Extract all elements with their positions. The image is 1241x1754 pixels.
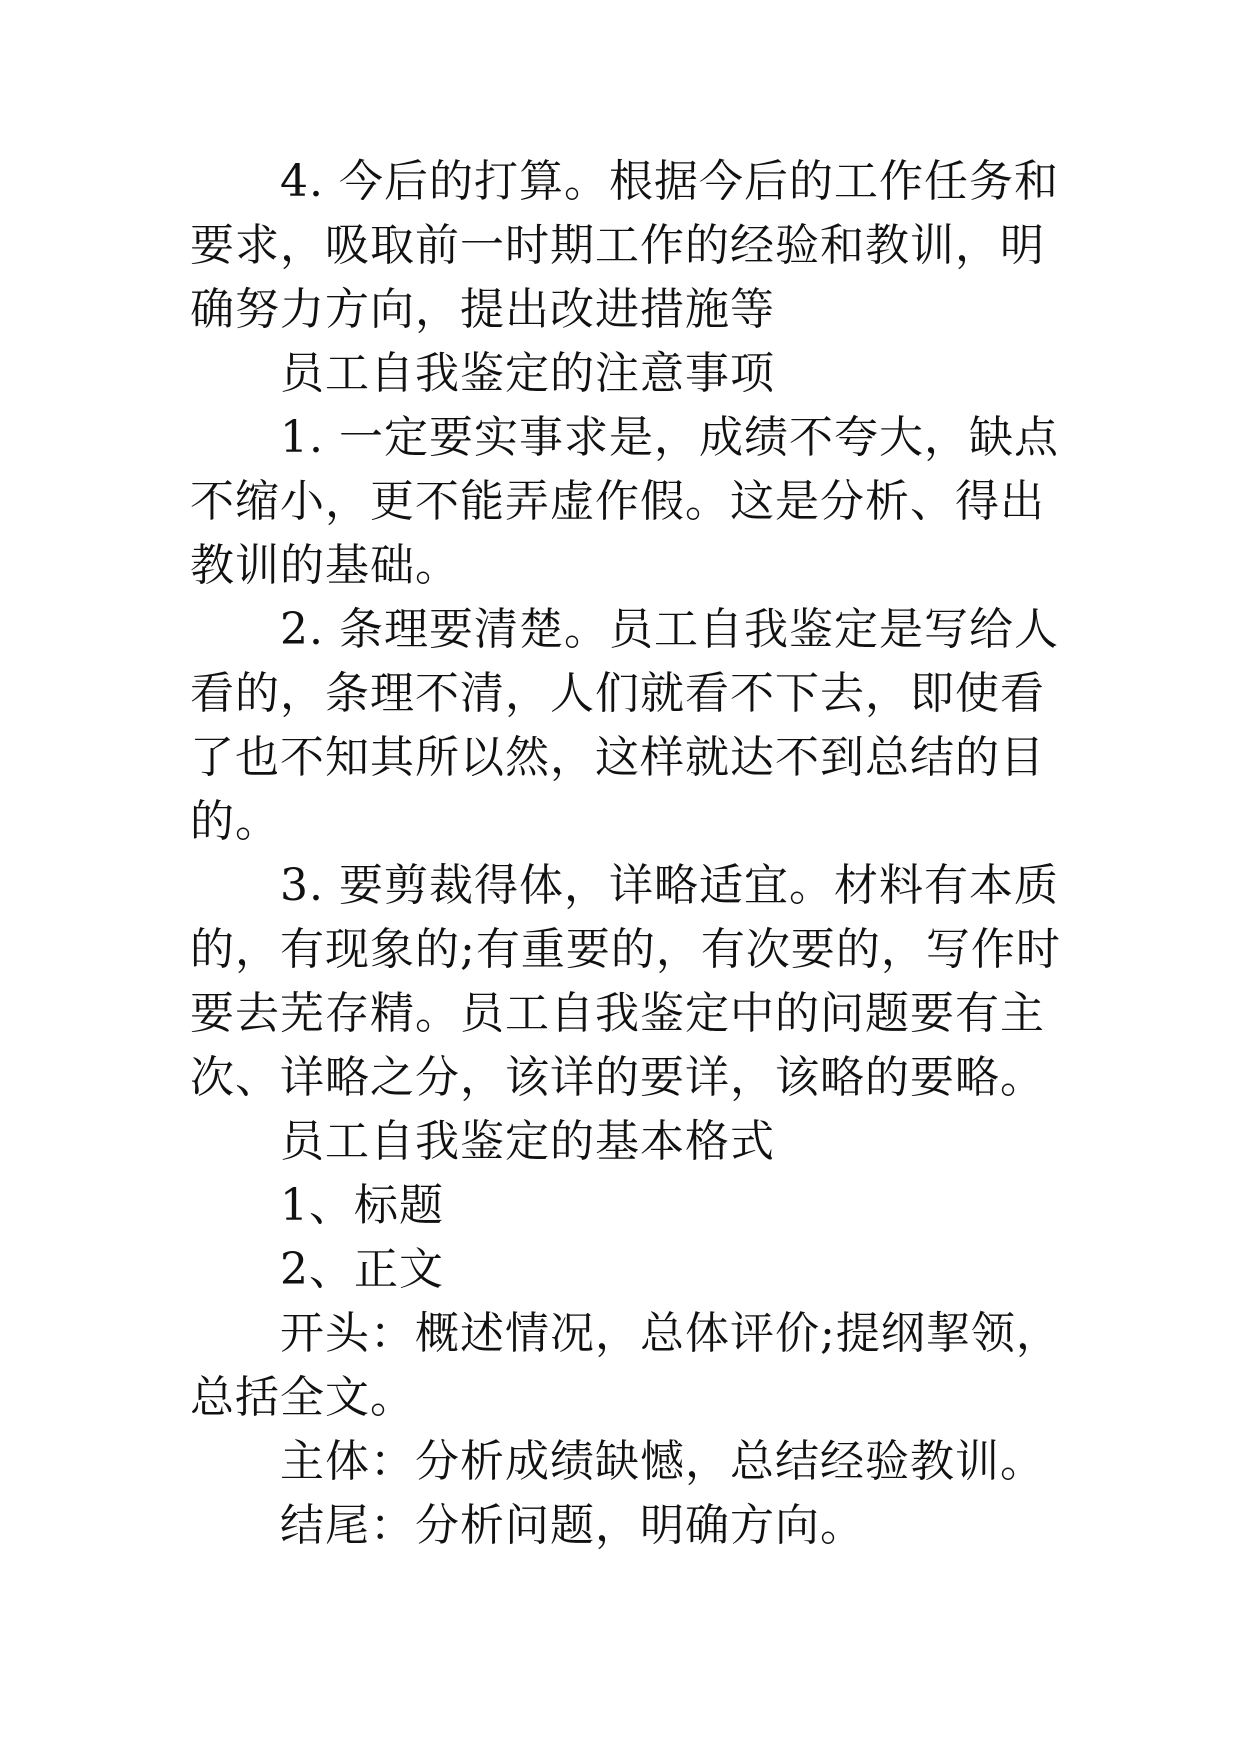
section-heading-notes: 员工自我鉴定的注意事项	[280, 348, 775, 399]
list-item-body: 2、正文	[280, 1244, 444, 1295]
paragraph-note-2: 2. 条理要清楚。员工自我鉴定是写给人看的，条理不清，人们就看不下去，即使看了也不知其所以然，这样就达不到总结的目的。	[190, 604, 1059, 847]
paragraph-note-1: 1. 一定要实事求是，成绩不夸大，缺点不缩小，更不能弄虚作假。这是分析、得出教训的基础。	[190, 412, 1059, 591]
document-page	[190, 150, 1070, 1558]
paragraph-plans: 4. 今后的打算。根据今后的工作任务和要求，吸取前一时期工作的经验和教训，明确努力方向，提出改进措施等	[190, 156, 1059, 335]
paragraph-main-body: 主体：分析成绩缺憾，总结经验教训。	[280, 1436, 1045, 1487]
paragraph-opening: 开头：概述情况，总体评价;提纲挈领，总括全文。	[190, 1308, 1061, 1423]
list-item-title: 1、标题	[280, 1180, 444, 1231]
paragraph-note-3: 3. 要剪裁得体，详略适宜。材料有本质的，有现象的;有重要的，有次要的，写作时要去芜存精。员工自我鉴定中的问题要有主次、详略之分，该详的要详，该略的要略。	[190, 860, 1061, 1103]
section-heading-format: 员工自我鉴定的基本格式	[280, 1116, 775, 1167]
paragraph-ending: 结尾：分析问题，明确方向。	[280, 1500, 865, 1551]
